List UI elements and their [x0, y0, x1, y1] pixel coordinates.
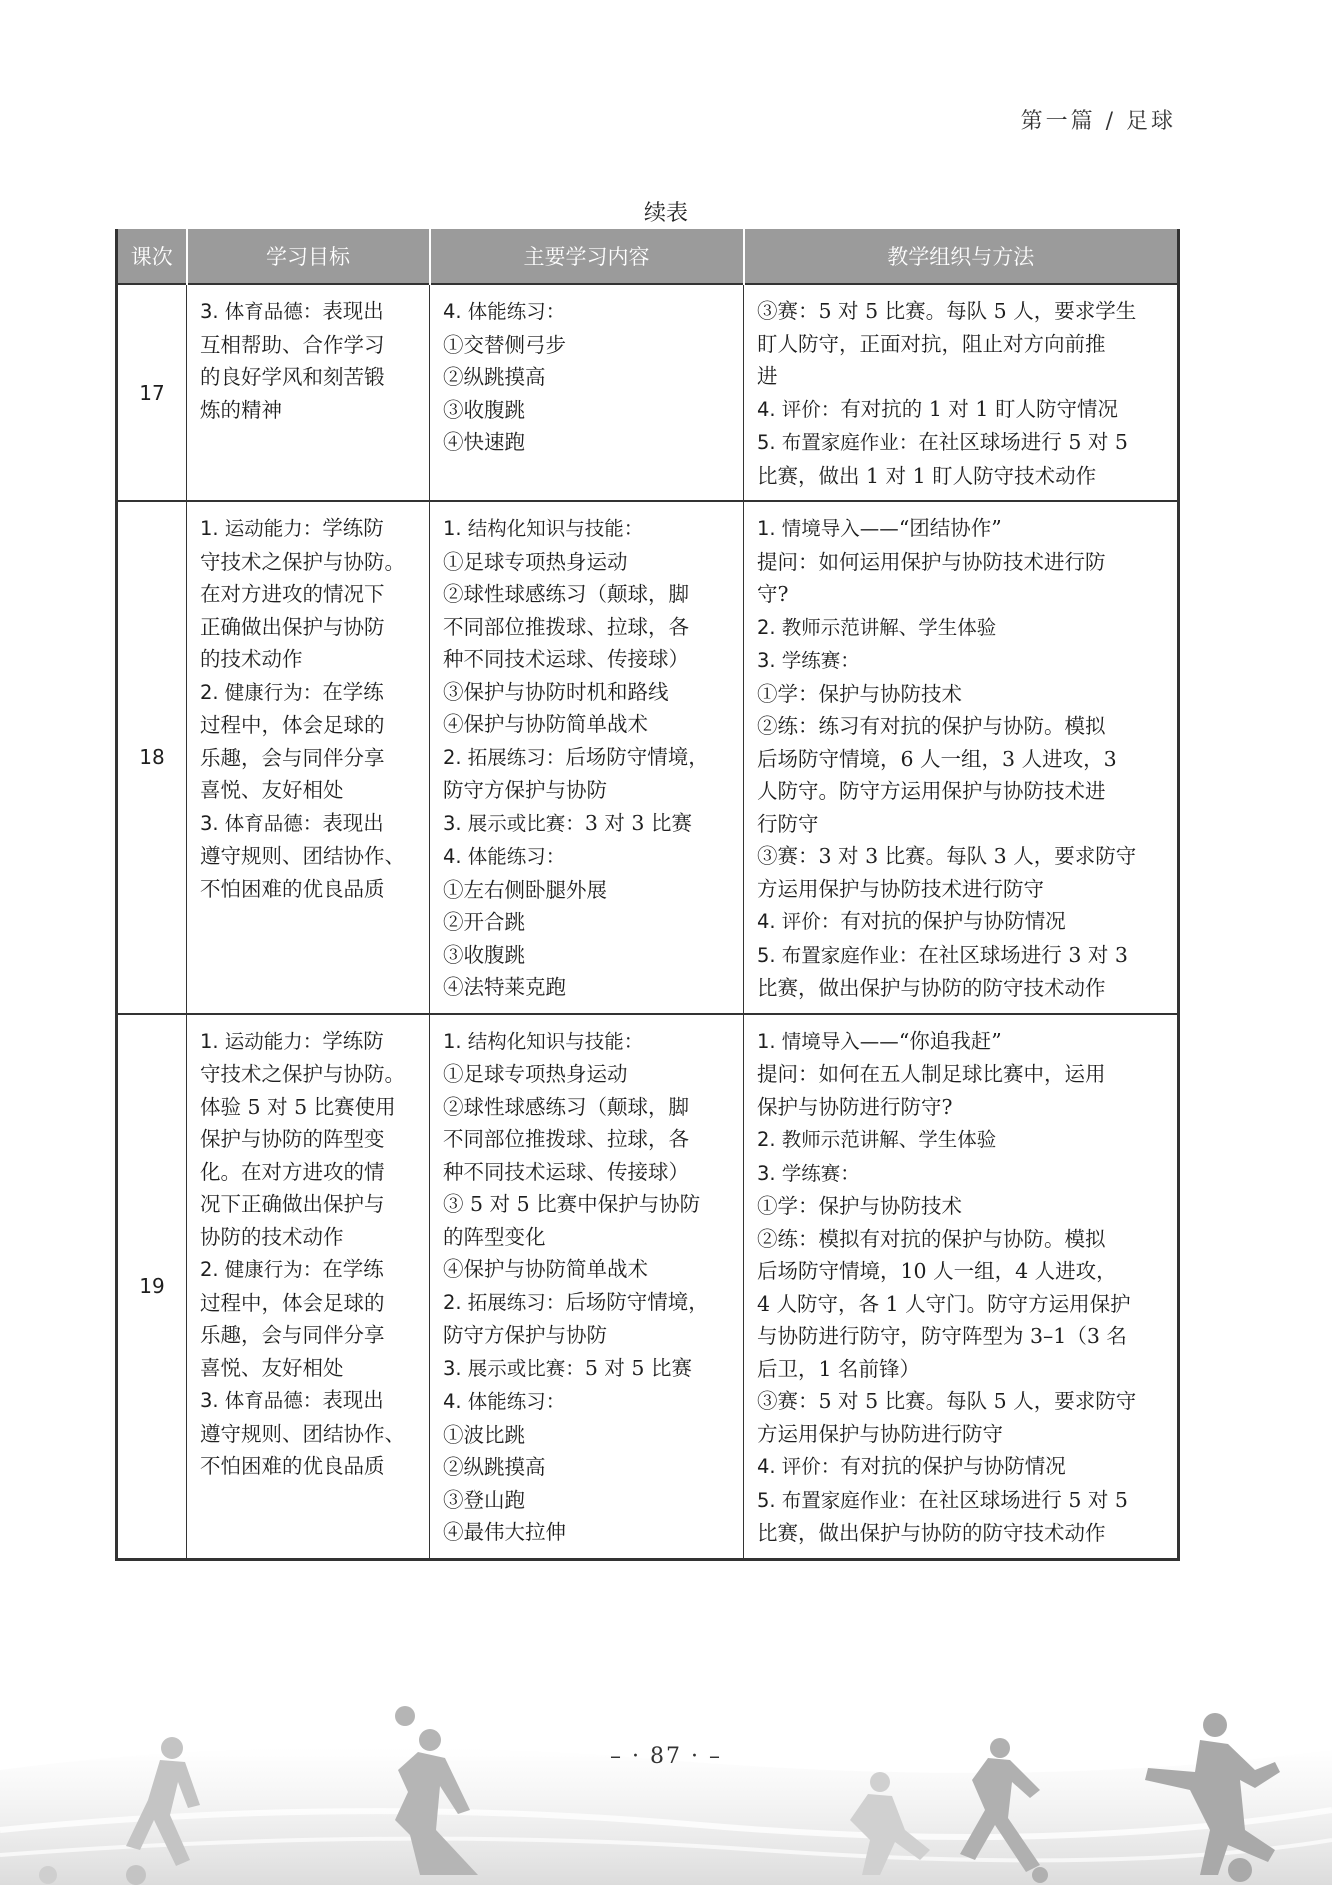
keyword-label: 4. 体能练习： [443, 845, 566, 868]
cell-line [757, 512, 1165, 546]
lesson-plan-table [115, 229, 1180, 1561]
header-learning-goals: 学习目标 [187, 229, 430, 284]
line-text: 在学练 [322, 679, 384, 704]
keyword-label: 2. 健康行为： [200, 680, 323, 704]
line-text: ①足球专项热身运动 [443, 1062, 628, 1086]
cell-line [443, 1058, 731, 1091]
cell-line [757, 1288, 1165, 1321]
cell-line [443, 512, 731, 546]
line-text: ②开合跳 [443, 910, 525, 934]
line-text: 在社区球场进行 5 对 5 [918, 1487, 1128, 1512]
keyword-label: 1. 运动能力： [200, 1029, 323, 1053]
cell-line [443, 676, 731, 709]
line-text: 乐趣，会与同伴分享 [200, 745, 385, 770]
cell-line [443, 774, 731, 807]
methods-cell [744, 284, 1179, 501]
header-teaching-methods: 教学组织与方法 [744, 229, 1179, 284]
cell-line [443, 1352, 731, 1386]
keyword-label: 4. 体能练习： [443, 300, 566, 323]
line-text: 正确做出保护与协防 [200, 614, 385, 639]
keyword-label: 3. 体育品德： [200, 811, 323, 835]
cell-line [443, 1156, 731, 1189]
line-text: ③赛：5 对 5 比赛。每队 5 人，要求学生 [757, 299, 1137, 323]
line-text: 的技术动作 [200, 647, 303, 671]
line-text: 学练防 [322, 1028, 384, 1053]
line-text: ④快速跑 [443, 430, 525, 454]
content-cell [430, 284, 744, 501]
cell-line [757, 775, 1165, 808]
line-text: 防守方保护与协防 [443, 1323, 607, 1347]
line-text: 乐趣，会与同伴分享 [200, 1323, 385, 1347]
line-text: 有对抗的 1 对 1 盯人防守情况 [840, 396, 1118, 421]
line-text: 的阵型变化 [443, 1224, 546, 1249]
line-text: 守技术之保护与协防。 [200, 1062, 405, 1086]
keyword-label: 4. 评价： [757, 397, 841, 421]
cell-line [443, 741, 731, 775]
cell-line [757, 808, 1165, 841]
cell-line [200, 1156, 417, 1189]
line-text: 方运用保护与协防进行防守 [757, 1421, 1003, 1446]
cell-line [200, 546, 417, 579]
cell-line [757, 710, 1165, 743]
keyword-label: 5. 布置家庭作业： [757, 431, 919, 454]
line-text: ④法特莱克跑 [443, 975, 566, 999]
line-text: 进 [757, 364, 778, 388]
line-text: ④保护与协防简单战术 [443, 712, 648, 736]
line-text: ④保护与协防简单战术 [443, 1257, 648, 1281]
keyword-label: 3. 学练赛： [757, 1161, 860, 1185]
keyword-label: 1. 情境导入—— [757, 517, 899, 540]
keyword-label: 2. 健康行为： [200, 1258, 323, 1281]
line-text: 过程中，体会足球的 [200, 713, 385, 737]
cell-line [200, 329, 417, 362]
line-text: ③ 5 对 5 比赛中保护与协防 [443, 1192, 701, 1216]
cell-line [757, 644, 1165, 678]
cell-line [757, 328, 1165, 361]
line-text: 守技术之保护与协防。 [200, 549, 405, 574]
football-silhouettes-decoration [0, 1700, 1332, 1885]
line-text: ①足球专项热身运动 [443, 549, 628, 574]
cell-line [443, 971, 731, 1004]
cell-line [757, 1223, 1165, 1256]
line-text: ②球性球感练习（颠球，脚 [443, 1094, 689, 1119]
cell-line [200, 676, 417, 710]
cell-line [200, 1091, 417, 1124]
table-caption: 续表 [643, 201, 688, 226]
line-text: 人防守。防守方运用保护与协防技术进 [757, 779, 1106, 803]
cell-line [200, 611, 417, 644]
line-text: 喜悦、友好相处 [200, 778, 344, 802]
cell-line [757, 873, 1165, 906]
goals-cell [187, 1014, 430, 1560]
cell-line [443, 329, 731, 362]
table-row [117, 284, 1179, 501]
cell-line [757, 1157, 1165, 1191]
keyword-label: 3. 学练赛： [757, 649, 860, 672]
cell-line [757, 972, 1165, 1005]
cell-line [757, 840, 1165, 873]
cell-line [200, 807, 417, 841]
line-text: 方运用保护与协防技术进行防守 [757, 876, 1044, 901]
line-text: 在社区球场进行 5 对 5 [918, 430, 1128, 454]
line-text: 防守方保护与协防 [443, 778, 607, 802]
cell-line [443, 1385, 731, 1419]
cell-line [757, 1517, 1165, 1550]
keyword-label: 2. 教师示范讲解、学生体验 [757, 1128, 997, 1151]
cell-line [443, 643, 731, 676]
cell-line [443, 1419, 731, 1452]
cell-line [443, 295, 731, 329]
line-text: 不怕困难的优良品质 [200, 1454, 385, 1478]
cell-line [443, 1123, 731, 1156]
cell-line [443, 807, 731, 841]
cell-line [757, 546, 1165, 579]
line-text: 的良好学风和刻苦锻 [200, 365, 385, 389]
cell-line [443, 874, 731, 907]
line-text: 在学练 [322, 1257, 384, 1281]
cell-line [757, 360, 1165, 393]
cell-line [757, 1025, 1165, 1059]
line-text: ③登山跑 [443, 1487, 525, 1512]
line-text: 种不同技术运球、传接球） [443, 1159, 689, 1184]
keyword-label: 3. 体育品德： [200, 1389, 323, 1412]
line-text: 有对抗的保护与协防情况 [840, 909, 1066, 933]
cell-line [757, 1353, 1165, 1386]
keyword-label: 1. 运动能力： [200, 517, 323, 540]
cell-line [443, 939, 731, 972]
cell-line [443, 1516, 731, 1549]
line-text: ③收腹跳 [443, 397, 525, 422]
cell-line [200, 1188, 417, 1221]
line-text: ③保护与协防时机和路线 [443, 679, 669, 704]
header-main-content: 主要学习内容 [430, 229, 744, 284]
line-text: 喜悦、友好相处 [200, 1355, 344, 1380]
keyword-label: 4. 评价： [757, 910, 841, 933]
cell-line [757, 1385, 1165, 1418]
cell-line [200, 840, 417, 873]
cell-line [200, 1058, 417, 1091]
keyword-label: 4. 评价： [757, 1455, 841, 1478]
cell-line [757, 611, 1165, 645]
ball-icon [39, 1866, 57, 1884]
keyword-label: 4. 体能练习： [443, 1390, 566, 1413]
cell-line [200, 1384, 417, 1418]
cell-line [757, 426, 1165, 460]
table-header-row [117, 229, 1179, 284]
line-text: “团结协作” [898, 516, 1002, 540]
cell-line [200, 873, 417, 906]
line-text: 比赛，做出保护与协防的防守技术动作 [757, 1521, 1106, 1545]
line-text: ③赛：5 对 5 比赛。每队 5 人，要求防守 [757, 1389, 1137, 1413]
line-text: 保护与协防的阵型变 [200, 1127, 385, 1151]
cell-line [757, 1123, 1165, 1157]
cell-line [200, 643, 417, 676]
keyword-label: 2. 拓展练习： [443, 745, 566, 769]
line-text: 提问：如何运用保护与协防技术进行防 [757, 549, 1106, 574]
cell-line [443, 1484, 731, 1517]
line-text: 不怕困难的优良品质 [200, 876, 385, 901]
keyword-label: 5. 布置家庭作业： [757, 943, 919, 967]
cell-line [443, 840, 731, 874]
cell-line [443, 708, 731, 741]
line-text: 后卫，1 名前锋） [757, 1356, 921, 1381]
goals-cell [187, 284, 430, 501]
page-number: – · 87 · – [610, 1744, 722, 1769]
line-text: 遵守规则、团结协作、 [200, 1421, 405, 1446]
keyword-label: 3. 展示或比赛： [443, 811, 585, 835]
line-text: 行防守 [757, 811, 819, 836]
line-text: ②球性球感练习（颠球，脚 [443, 582, 689, 606]
cell-line [443, 906, 731, 939]
cell-line [757, 905, 1165, 939]
content-cell [430, 501, 744, 1014]
line-text: 不同部位推拨球、拉球，各 [443, 614, 689, 639]
cell-line [443, 1451, 731, 1484]
cell-line [757, 939, 1165, 973]
line-text: 3 对 3 比赛 [584, 810, 692, 835]
cell-line [443, 1221, 731, 1254]
line-text: 提问：如何在五人制足球比赛中，运用 [757, 1062, 1106, 1086]
cell-line [757, 295, 1165, 328]
cell-line [200, 361, 417, 394]
table-row [117, 1014, 1179, 1560]
line-text: 守? [757, 582, 789, 606]
line-text: 4 人防守，各 1 人守门。防守方运用保护 [757, 1291, 1131, 1316]
cell-line [200, 1352, 417, 1385]
cell-line [200, 1123, 417, 1156]
cell-line [200, 512, 417, 546]
line-text: 后场防守情境，6 人一组，3 人进攻，3 [757, 746, 1117, 771]
cell-line [200, 1253, 417, 1287]
line-text: 况下正确做出保护与 [200, 1192, 385, 1216]
line-text: 表现出 [322, 299, 384, 323]
line-text: 遵守规则、团结协作、 [200, 844, 405, 868]
cell-line [757, 1450, 1165, 1484]
keyword-label: 3. 展示或比赛： [443, 1356, 585, 1380]
line-text: ②纵跳摸高 [443, 1455, 546, 1479]
line-text: 在社区球场进行 3 对 3 [918, 942, 1128, 967]
line-text: ②练：模拟有对抗的保护与协防。模拟 [757, 1226, 1106, 1251]
line-text: 炼的精神 [200, 397, 282, 422]
line-text: 不同部位推拨球、拉球，各 [443, 1127, 689, 1151]
cell-line [757, 460, 1165, 493]
line-text: ①学：保护与协防技术 [757, 1194, 962, 1218]
cell-line [443, 1253, 731, 1286]
line-text: 表现出 [322, 1388, 384, 1412]
keyword-label: 2. 教师示范讲解、学生体验 [757, 615, 997, 639]
line-text: 表现出 [322, 810, 384, 835]
keyword-label: 1. 情境导入—— [757, 1029, 899, 1053]
line-text: ①学：保护与协防技术 [757, 681, 962, 706]
keyword-label: 5. 布置家庭作业： [757, 1488, 919, 1512]
cell-line [200, 774, 417, 807]
cell-line [757, 743, 1165, 776]
cell-line [757, 1190, 1165, 1223]
line-text: 比赛，做出保护与协防的防守技术动作 [757, 976, 1106, 1000]
cell-line [200, 1319, 417, 1352]
lesson-number-cell: 19 [117, 1014, 187, 1560]
line-text: 盯人防守，正面对抗，阻止对方向前推 [757, 331, 1106, 356]
cell-line [200, 1418, 417, 1451]
line-text: “你追我赶” [898, 1028, 1002, 1053]
methods-cell [744, 1014, 1179, 1560]
cell-line [757, 1091, 1165, 1124]
cell-line [757, 678, 1165, 711]
line-text: ①左右侧卧腿外展 [443, 877, 607, 902]
line-text: 后场防守情境，10 人一组，4 人进攻， [757, 1259, 1117, 1283]
line-text: 化。在对方进攻的情 [200, 1159, 385, 1184]
section-header: 第一篇 / 足球 [1020, 109, 1176, 134]
cell-line [757, 1484, 1165, 1518]
keyword-label: 3. 体育品德： [200, 300, 323, 323]
line-text: 保护与协防进行防守? [757, 1094, 953, 1119]
keyword-label: 2. 拓展练习： [443, 1290, 566, 1314]
line-text: ①交替侧弓步 [443, 332, 566, 357]
cell-line [443, 361, 731, 394]
cell-line [443, 578, 731, 611]
cell-line [757, 1255, 1165, 1288]
lesson-number-cell: 18 [117, 501, 187, 1014]
line-text: 后场防守情境， [565, 1289, 709, 1314]
keyword-label: 1. 结构化知识与技能： [443, 1029, 644, 1053]
cell-line [757, 578, 1165, 611]
cell-line [443, 1319, 731, 1352]
line-text: 有对抗的保护与协防情况 [840, 1454, 1066, 1478]
line-text: 在对方进攻的情况下 [200, 582, 385, 606]
cell-line [200, 295, 417, 329]
cell-line [443, 546, 731, 579]
line-text: 学练防 [322, 516, 384, 540]
cell-line [200, 578, 417, 611]
line-text: 后场防守情境， [565, 744, 709, 769]
line-text: 种不同技术运球、传接球） [443, 647, 689, 671]
line-text: 互相帮助、合作学习 [200, 332, 385, 357]
line-text: ②纵跳摸高 [443, 365, 546, 389]
line-text: ③赛：3 对 3 比赛。每队 3 人，要求防守 [757, 844, 1137, 868]
line-text: ④最伟大拉伸 [443, 1520, 566, 1544]
line-text: 协防的技术动作 [200, 1224, 344, 1249]
line-text: ②练：练习有对抗的保护与协防。模拟 [757, 714, 1106, 738]
line-text: 过程中，体会足球的 [200, 1290, 385, 1315]
cell-line [200, 394, 417, 427]
lesson-number-cell: 17 [117, 284, 187, 501]
cell-line [200, 1221, 417, 1254]
cell-line [757, 1320, 1165, 1353]
table-row [117, 501, 1179, 1014]
cell-line [443, 1286, 731, 1320]
line-text: 5 对 5 比赛 [584, 1355, 692, 1380]
cell-line [200, 1287, 417, 1320]
cell-line [443, 426, 731, 459]
cell-line [443, 611, 731, 644]
cell-line [757, 1418, 1165, 1451]
keyword-label: 1. 结构化知识与技能： [443, 517, 644, 540]
cell-line [443, 1188, 731, 1221]
header-lesson-number: 课次 [117, 229, 187, 284]
cell-line [443, 1091, 731, 1124]
cell-line [200, 1025, 417, 1059]
line-text: ①波比跳 [443, 1422, 525, 1447]
methods-cell [744, 501, 1179, 1014]
cell-line [200, 742, 417, 775]
goals-cell [187, 501, 430, 1014]
line-text: ③收腹跳 [443, 942, 525, 967]
cell-line [200, 709, 417, 742]
line-text: 与协防进行防守，防守阵型为 3–1（3 名 [757, 1324, 1127, 1348]
cell-line [757, 1058, 1165, 1091]
cell-line [443, 394, 731, 427]
content-cell [430, 1014, 744, 1560]
line-text: 比赛，做出 1 对 1 盯人防守技术动作 [757, 463, 1097, 488]
line-text: 体验 5 对 5 比赛使用 [200, 1094, 396, 1119]
cell-line [200, 1450, 417, 1483]
cell-line [757, 393, 1165, 427]
cell-line [443, 1025, 731, 1059]
